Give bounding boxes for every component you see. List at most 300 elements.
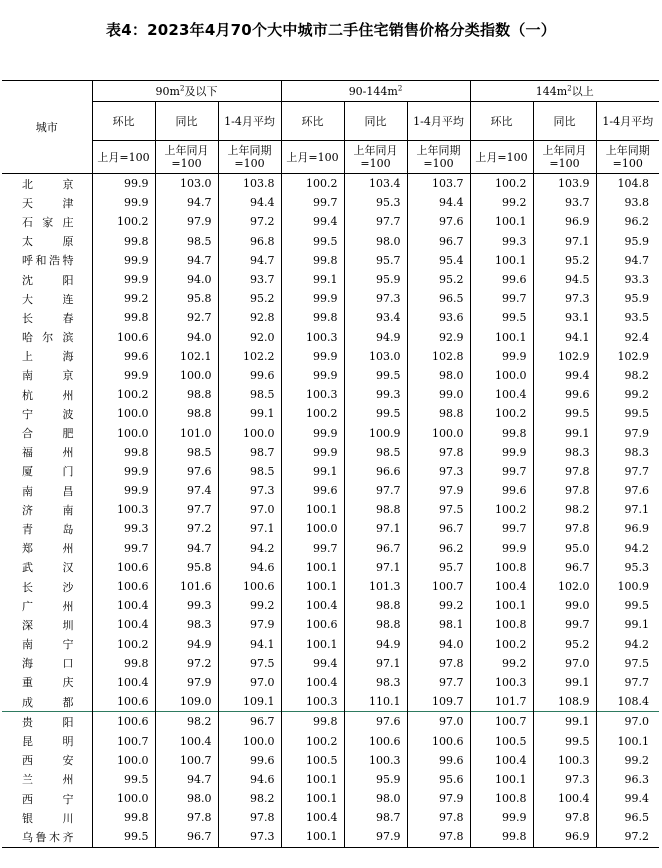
index-value: 99.5 bbox=[344, 404, 407, 423]
index-value: 109.7 bbox=[407, 692, 470, 712]
index-value: 99.9 bbox=[92, 366, 155, 385]
index-value: 100.6 bbox=[281, 615, 344, 634]
index-value: 98.2 bbox=[155, 712, 218, 732]
index-value: 100.5 bbox=[281, 751, 344, 770]
index-value: 97.5 bbox=[218, 654, 281, 673]
index-value: 96.7 bbox=[155, 827, 218, 847]
index-value: 99.2 bbox=[596, 385, 659, 404]
index-value: 95.9 bbox=[596, 232, 659, 251]
city-name: 重庆 bbox=[22, 676, 74, 690]
index-value: 93.6 bbox=[407, 308, 470, 327]
index-value: 99.9 bbox=[281, 289, 344, 308]
index-value: 100.9 bbox=[344, 423, 407, 442]
index-value: 93.4 bbox=[344, 308, 407, 327]
table-row bbox=[2, 692, 659, 712]
base-header-prev-month: 上月=100 bbox=[470, 141, 533, 174]
index-value: 94.7 bbox=[155, 539, 218, 558]
index-value: 94.1 bbox=[533, 328, 596, 347]
base-header-same-month: 上年同月=100 bbox=[533, 141, 596, 174]
index-value: 102.0 bbox=[533, 577, 596, 596]
index-value: 100.0 bbox=[92, 751, 155, 770]
city-name: 济南 bbox=[22, 503, 74, 517]
index-value: 96.9 bbox=[533, 212, 596, 231]
index-value: 95.2 bbox=[218, 289, 281, 308]
index-value: 95.9 bbox=[344, 770, 407, 789]
index-value: 99.3 bbox=[92, 519, 155, 538]
index-value: 100.1 bbox=[281, 770, 344, 789]
index-value: 100.4 bbox=[281, 596, 344, 615]
index-value: 94.2 bbox=[596, 635, 659, 654]
sub-header-yoy: 同比 bbox=[344, 102, 407, 141]
index-value: 99.2 bbox=[470, 654, 533, 673]
index-value: 95.6 bbox=[407, 770, 470, 789]
index-value: 97.3 bbox=[218, 481, 281, 500]
city-name: 北京 bbox=[22, 177, 74, 191]
index-value: 96.2 bbox=[407, 539, 470, 558]
index-value: 100.5 bbox=[470, 731, 533, 750]
index-value: 95.7 bbox=[344, 251, 407, 270]
index-value: 100.0 bbox=[92, 789, 155, 808]
index-value: 92.0 bbox=[218, 328, 281, 347]
index-value: 99.7 bbox=[470, 519, 533, 538]
index-value: 98.3 bbox=[533, 443, 596, 462]
index-value: 99.7 bbox=[533, 615, 596, 634]
index-value: 101.7 bbox=[470, 692, 533, 712]
index-value: 100.1 bbox=[281, 558, 344, 577]
index-value: 95.3 bbox=[596, 558, 659, 577]
base-header-prev-month: 上月=100 bbox=[92, 141, 155, 174]
index-value: 99.3 bbox=[344, 385, 407, 404]
group-header-90-144: $90-144m^2$ bbox=[281, 81, 470, 102]
index-value: 94.9 bbox=[155, 635, 218, 654]
table-row bbox=[2, 328, 659, 347]
index-value: 103.8 bbox=[218, 174, 281, 194]
index-value: 99.8 bbox=[470, 827, 533, 847]
index-value: 99.8 bbox=[92, 443, 155, 462]
table-row bbox=[2, 558, 659, 577]
index-value: 98.8 bbox=[155, 385, 218, 404]
index-value: 103.9 bbox=[533, 174, 596, 194]
base-header-same-period: 上年同期=100 bbox=[407, 141, 470, 174]
index-value: 99.6 bbox=[470, 270, 533, 289]
city-name: 哈尔滨 bbox=[22, 331, 74, 345]
index-value: 100.6 bbox=[92, 692, 155, 712]
index-value: 99.7 bbox=[281, 193, 344, 212]
index-value: 100.0 bbox=[470, 366, 533, 385]
table-row bbox=[2, 827, 659, 847]
table-row bbox=[2, 251, 659, 270]
index-value: 98.7 bbox=[344, 808, 407, 827]
index-value: 100.0 bbox=[92, 423, 155, 442]
table-row bbox=[2, 519, 659, 538]
city-name: 南昌 bbox=[22, 484, 74, 498]
table-row bbox=[2, 673, 659, 692]
index-value: 100.4 bbox=[281, 808, 344, 827]
index-value: 98.1 bbox=[407, 615, 470, 634]
index-value: 96.5 bbox=[407, 289, 470, 308]
index-value: 99.4 bbox=[533, 366, 596, 385]
index-value: 97.8 bbox=[407, 443, 470, 462]
index-value: 97.9 bbox=[407, 481, 470, 500]
index-value: 110.1 bbox=[344, 692, 407, 712]
index-value: 100.0 bbox=[155, 366, 218, 385]
index-value: 102.8 bbox=[407, 347, 470, 366]
index-value: 99.5 bbox=[92, 827, 155, 847]
index-value: 97.0 bbox=[407, 712, 470, 732]
index-value: 97.8 bbox=[155, 808, 218, 827]
index-value: 97.8 bbox=[407, 827, 470, 847]
index-value: 97.2 bbox=[155, 654, 218, 673]
index-value: 100.1 bbox=[281, 789, 344, 808]
index-value: 97.7 bbox=[596, 673, 659, 692]
city-name: 太原 bbox=[22, 235, 74, 249]
index-value: 100.6 bbox=[218, 577, 281, 596]
index-value: 97.1 bbox=[344, 519, 407, 538]
index-value: 97.1 bbox=[344, 558, 407, 577]
index-value: 100.7 bbox=[92, 731, 155, 750]
city-name: 贵阳 bbox=[2, 712, 92, 732]
index-value: 100.2 bbox=[92, 635, 155, 654]
table-row bbox=[2, 731, 659, 750]
city-name: 兰州 bbox=[22, 773, 74, 787]
table-row bbox=[2, 770, 659, 789]
index-value: 99.4 bbox=[596, 789, 659, 808]
city-name: 深圳 bbox=[22, 618, 74, 632]
index-value: 94.5 bbox=[533, 270, 596, 289]
table-row bbox=[2, 751, 659, 770]
index-value: 97.1 bbox=[596, 500, 659, 519]
city-name: 长沙 bbox=[22, 580, 74, 594]
index-value: 98.8 bbox=[344, 615, 407, 634]
index-value: 98.3 bbox=[344, 673, 407, 692]
page-title: 表4：2023年4月70个大中城市二手住宅销售价格分类指数（一） bbox=[106, 21, 556, 39]
sub-header-avg: 1-4月平均 bbox=[218, 102, 281, 141]
index-value: 94.0 bbox=[407, 635, 470, 654]
index-value: 99.5 bbox=[596, 596, 659, 615]
index-value: 95.2 bbox=[533, 635, 596, 654]
index-value: 99.2 bbox=[218, 596, 281, 615]
index-value: 99.9 bbox=[470, 808, 533, 827]
index-value: 92.8 bbox=[218, 308, 281, 327]
index-value: 99.9 bbox=[92, 193, 155, 212]
index-value: 100.1 bbox=[470, 770, 533, 789]
index-value: 99.1 bbox=[596, 615, 659, 634]
index-value: 99.9 bbox=[281, 366, 344, 385]
city-name: 上海 bbox=[22, 350, 74, 364]
index-value: 98.7 bbox=[218, 443, 281, 462]
index-value: 97.2 bbox=[155, 519, 218, 538]
index-value: 99.5 bbox=[344, 366, 407, 385]
index-value: 104.8 bbox=[596, 174, 659, 194]
index-value: 98.8 bbox=[344, 596, 407, 615]
index-value: 97.7 bbox=[344, 212, 407, 231]
index-value: 99.0 bbox=[533, 596, 596, 615]
index-value: 97.9 bbox=[155, 212, 218, 231]
index-value: 100.7 bbox=[155, 751, 218, 770]
index-value: 100.9 bbox=[596, 577, 659, 596]
index-value: 103.4 bbox=[344, 174, 407, 194]
index-value: 99.5 bbox=[533, 404, 596, 423]
price-index-table bbox=[2, 80, 659, 848]
index-value: 100.0 bbox=[218, 731, 281, 750]
index-value: 99.1 bbox=[533, 423, 596, 442]
index-value: 97.2 bbox=[596, 827, 659, 847]
index-value: 96.9 bbox=[596, 519, 659, 538]
index-value: 95.3 bbox=[344, 193, 407, 212]
table-row bbox=[2, 385, 659, 404]
city-name: 大连 bbox=[22, 292, 74, 306]
index-value: 96.8 bbox=[218, 232, 281, 251]
index-value: 99.7 bbox=[470, 462, 533, 481]
index-value: 100.2 bbox=[92, 212, 155, 231]
base-header-same-month: 上年同月=100 bbox=[344, 141, 407, 174]
index-value: 100.1 bbox=[470, 212, 533, 231]
index-value: 97.8 bbox=[533, 481, 596, 500]
index-value: 99.4 bbox=[281, 212, 344, 231]
index-value: 100.4 bbox=[92, 615, 155, 634]
sub-header-mom: 环比 bbox=[281, 102, 344, 141]
index-value: 100.0 bbox=[281, 519, 344, 538]
index-value: 97.8 bbox=[533, 462, 596, 481]
index-value: 96.6 bbox=[344, 462, 407, 481]
index-value: 100.1 bbox=[596, 731, 659, 750]
index-value: 100.3 bbox=[470, 673, 533, 692]
index-value: 93.7 bbox=[533, 193, 596, 212]
index-value: 97.5 bbox=[596, 654, 659, 673]
index-value: 100.6 bbox=[92, 577, 155, 596]
city-name: 厦门 bbox=[22, 465, 74, 479]
index-value: 97.3 bbox=[218, 827, 281, 847]
city-name: 南宁 bbox=[22, 638, 74, 652]
index-value: 94.4 bbox=[218, 193, 281, 212]
index-value: 100.7 bbox=[407, 577, 470, 596]
table-row bbox=[2, 366, 659, 385]
index-value: 99.9 bbox=[470, 443, 533, 462]
index-value: 99.5 bbox=[533, 731, 596, 750]
index-value: 100.1 bbox=[281, 827, 344, 847]
table-row bbox=[2, 308, 659, 327]
index-value: 97.7 bbox=[596, 462, 659, 481]
index-value: 97.3 bbox=[344, 289, 407, 308]
index-value: 100.6 bbox=[344, 731, 407, 750]
index-value: 99.5 bbox=[92, 770, 155, 789]
index-value: 94.0 bbox=[155, 328, 218, 347]
index-value: 94.9 bbox=[344, 635, 407, 654]
index-value: 99.9 bbox=[92, 481, 155, 500]
table-row bbox=[2, 654, 659, 673]
index-value: 103.0 bbox=[344, 347, 407, 366]
index-value: 99.6 bbox=[533, 385, 596, 404]
index-value: 93.5 bbox=[596, 308, 659, 327]
index-value: 102.1 bbox=[155, 347, 218, 366]
city-name: 西安 bbox=[22, 754, 74, 768]
index-value: 96.9 bbox=[533, 827, 596, 847]
index-value: 96.7 bbox=[218, 712, 281, 732]
city-name: 银川 bbox=[22, 811, 74, 825]
index-value: 97.9 bbox=[155, 673, 218, 692]
base-header-same-month: 上年同月=100 bbox=[155, 141, 218, 174]
index-value: 97.0 bbox=[533, 654, 596, 673]
index-value: 98.8 bbox=[344, 500, 407, 519]
index-value: 95.0 bbox=[533, 539, 596, 558]
index-value: 97.7 bbox=[407, 673, 470, 692]
index-value: 94.7 bbox=[218, 251, 281, 270]
index-value: 100.6 bbox=[92, 328, 155, 347]
index-value: 95.2 bbox=[533, 251, 596, 270]
index-value: 97.5 bbox=[407, 500, 470, 519]
index-value: 100.4 bbox=[533, 789, 596, 808]
sub-header-avg: 1-4月平均 bbox=[407, 102, 470, 141]
table-header bbox=[2, 81, 659, 174]
city-name: 昆明 bbox=[22, 735, 74, 749]
table-row bbox=[2, 712, 659, 732]
city-name: 天津 bbox=[22, 196, 74, 210]
index-value: 94.7 bbox=[155, 770, 218, 789]
table-row bbox=[2, 443, 659, 462]
index-value: 99.9 bbox=[92, 251, 155, 270]
index-value: 100.1 bbox=[281, 500, 344, 519]
index-value: 100.2 bbox=[470, 404, 533, 423]
index-value: 97.8 bbox=[533, 519, 596, 538]
index-value: 98.5 bbox=[155, 232, 218, 251]
index-value: 94.0 bbox=[155, 270, 218, 289]
index-value: 94.6 bbox=[218, 558, 281, 577]
index-value: 93.1 bbox=[533, 308, 596, 327]
index-value: 100.2 bbox=[470, 174, 533, 194]
table-row bbox=[2, 577, 659, 596]
index-value: 97.7 bbox=[155, 500, 218, 519]
index-value: 97.0 bbox=[218, 500, 281, 519]
city-column-header: 城市 bbox=[2, 81, 92, 174]
index-value: 99.5 bbox=[281, 232, 344, 251]
index-value: 100.0 bbox=[92, 404, 155, 423]
index-value: 95.2 bbox=[407, 270, 470, 289]
index-value: 96.3 bbox=[596, 770, 659, 789]
table-row bbox=[2, 404, 659, 423]
index-value: 95.4 bbox=[407, 251, 470, 270]
table-row bbox=[2, 615, 659, 634]
index-value: 99.8 bbox=[92, 232, 155, 251]
base-header-same-period: 上年同期=100 bbox=[218, 141, 281, 174]
table-row bbox=[2, 212, 659, 231]
index-value: 102.9 bbox=[533, 347, 596, 366]
city-name: 沈阳 bbox=[22, 273, 74, 287]
index-value: 99.0 bbox=[407, 385, 470, 404]
index-value: 109.1 bbox=[218, 692, 281, 712]
index-value: 98.5 bbox=[218, 462, 281, 481]
index-value: 97.6 bbox=[155, 462, 218, 481]
index-value: 99.8 bbox=[92, 808, 155, 827]
index-value: 94.7 bbox=[596, 251, 659, 270]
table-body bbox=[2, 174, 659, 848]
index-value: 94.1 bbox=[218, 635, 281, 654]
index-value: 100.1 bbox=[470, 596, 533, 615]
index-value: 100.8 bbox=[470, 789, 533, 808]
base-header-prev-month: 上月=100 bbox=[281, 141, 344, 174]
index-value: 100.8 bbox=[470, 615, 533, 634]
index-value: 95.8 bbox=[155, 558, 218, 577]
index-value: 93.8 bbox=[596, 193, 659, 212]
index-value: 100.1 bbox=[470, 328, 533, 347]
sub-header-yoy: 同比 bbox=[533, 102, 596, 141]
table-row bbox=[2, 808, 659, 827]
index-value: 96.7 bbox=[533, 558, 596, 577]
index-value: 93.3 bbox=[596, 270, 659, 289]
index-value: 99.1 bbox=[533, 673, 596, 692]
sub-header-mom: 环比 bbox=[92, 102, 155, 141]
index-value: 97.8 bbox=[218, 808, 281, 827]
city-name: 杭州 bbox=[22, 388, 74, 402]
index-value: 98.2 bbox=[533, 500, 596, 519]
index-value: 96.7 bbox=[407, 232, 470, 251]
index-value: 101.0 bbox=[155, 423, 218, 442]
index-value: 99.7 bbox=[281, 539, 344, 558]
index-value: 97.3 bbox=[407, 462, 470, 481]
index-value: 97.3 bbox=[533, 770, 596, 789]
index-value: 99.3 bbox=[470, 232, 533, 251]
index-value: 99.6 bbox=[470, 481, 533, 500]
index-value: 99.5 bbox=[470, 308, 533, 327]
sub-header-avg: 1-4月平均 bbox=[596, 102, 659, 141]
city-name: 福州 bbox=[22, 446, 74, 460]
index-value: 92.9 bbox=[407, 328, 470, 347]
index-value: 98.8 bbox=[155, 404, 218, 423]
table-row bbox=[2, 500, 659, 519]
index-value: 97.0 bbox=[596, 712, 659, 732]
table-row bbox=[2, 423, 659, 442]
index-value: 97.9 bbox=[596, 423, 659, 442]
index-value: 98.0 bbox=[344, 232, 407, 251]
index-value: 100.3 bbox=[281, 692, 344, 712]
index-value: 100.3 bbox=[281, 385, 344, 404]
index-value: 94.2 bbox=[596, 539, 659, 558]
index-value: 99.6 bbox=[92, 347, 155, 366]
index-value: 98.3 bbox=[155, 615, 218, 634]
table-container bbox=[2, 80, 659, 848]
index-value: 100.8 bbox=[470, 558, 533, 577]
index-value: 99.9 bbox=[281, 347, 344, 366]
index-value: 99.3 bbox=[155, 596, 218, 615]
index-value: 99.9 bbox=[281, 443, 344, 462]
index-value: 97.8 bbox=[407, 808, 470, 827]
index-value: 100.6 bbox=[92, 558, 155, 577]
index-value: 100.6 bbox=[92, 712, 155, 732]
index-value: 98.8 bbox=[407, 404, 470, 423]
index-value: 99.9 bbox=[470, 347, 533, 366]
city-name: 合肥 bbox=[22, 427, 74, 441]
index-value: 100.3 bbox=[344, 751, 407, 770]
city-name: 呼和浩特 bbox=[22, 254, 74, 268]
index-value: 96.5 bbox=[596, 808, 659, 827]
index-value: 94.7 bbox=[155, 193, 218, 212]
table-row bbox=[2, 347, 659, 366]
index-value: 94.6 bbox=[218, 770, 281, 789]
index-value: 94.4 bbox=[407, 193, 470, 212]
index-value: 99.8 bbox=[92, 654, 155, 673]
index-value: 99.6 bbox=[407, 751, 470, 770]
index-value: 99.6 bbox=[281, 481, 344, 500]
index-value: 100.4 bbox=[470, 385, 533, 404]
index-value: 100.1 bbox=[281, 577, 344, 596]
index-value: 99.9 bbox=[92, 174, 155, 194]
table-row bbox=[2, 539, 659, 558]
index-value: 98.0 bbox=[407, 366, 470, 385]
index-value: 103.0 bbox=[155, 174, 218, 194]
index-value: 100.4 bbox=[92, 596, 155, 615]
index-value: 100.2 bbox=[470, 635, 533, 654]
index-value: 100.3 bbox=[533, 751, 596, 770]
index-value: 98.3 bbox=[596, 443, 659, 462]
